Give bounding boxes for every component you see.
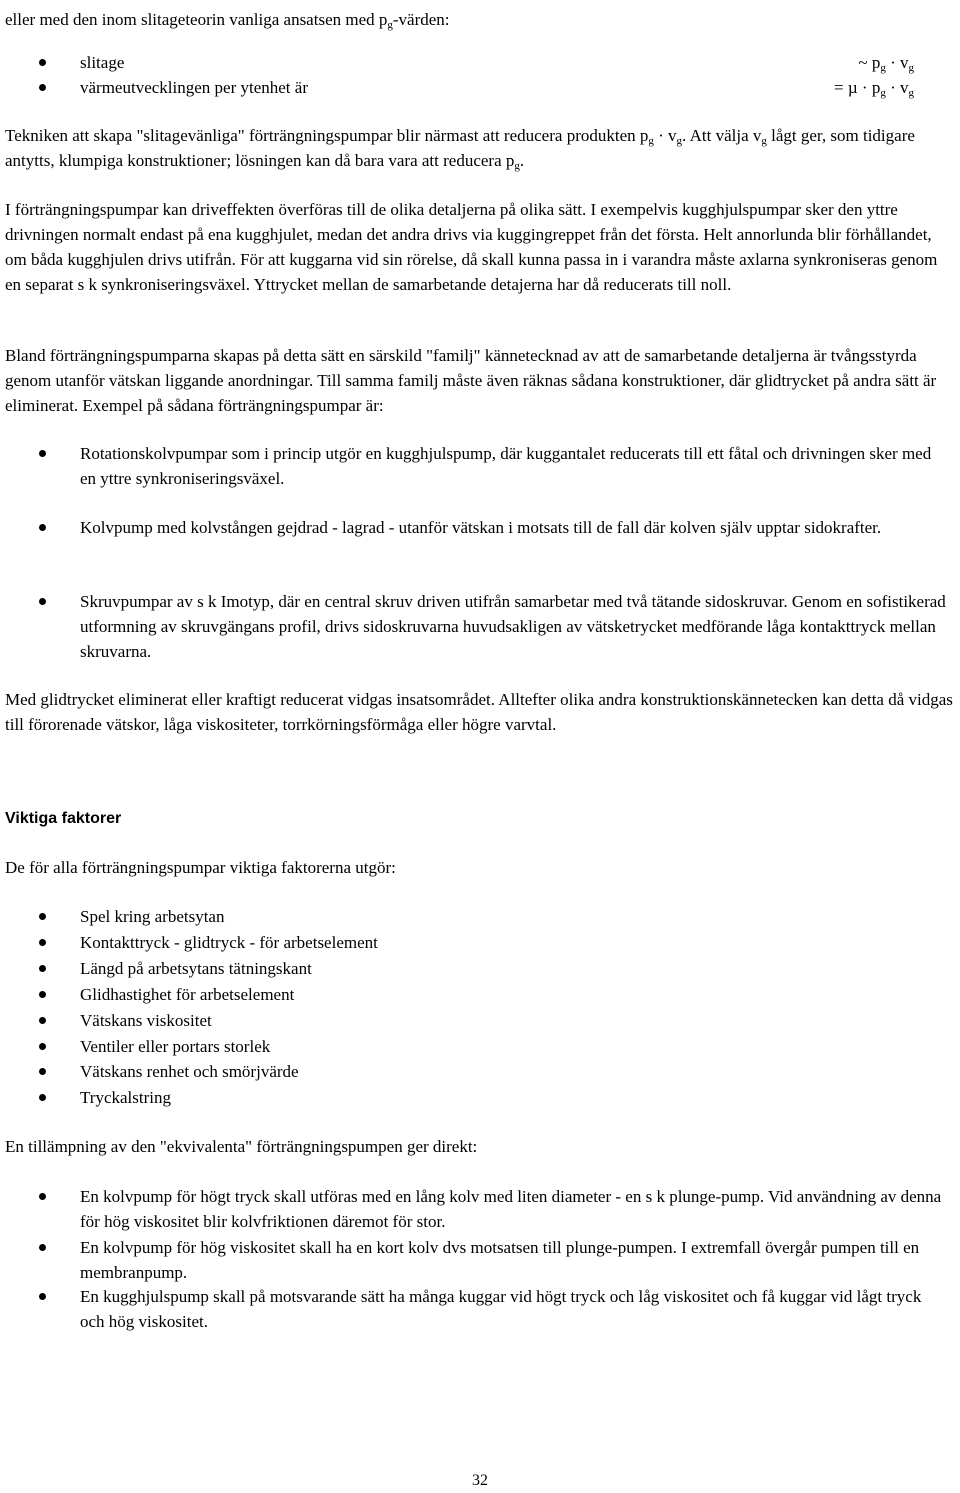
paragraph-6: En tillämpning av den "ekvivalenta" förträngningspumpen ger direkt: (5, 1137, 478, 1156)
paragraph-5: De för alla förträngningspumpar viktiga faktorerna utgör: (5, 858, 396, 877)
bullet-icon (39, 1068, 46, 1075)
list-item-text: Kolvpump med kolvstången gejdrad - lagrad - utanför vätskan i motsats till de fall där kolven själv upptar sidokrafter. (80, 518, 882, 537)
list-item-text: Tryckalstring (80, 1088, 171, 1107)
formula-expression: = $\mu \cdot p_g \cdot v_g$ (834, 78, 914, 99)
bullet-icon (39, 991, 46, 998)
page-number: 32 (472, 1472, 488, 1489)
formula-expression: ~ $p_g \cdot v_g$ (858, 53, 914, 74)
intro-text: eller med den inom slitageteorin vanliga ansatsen med p (5, 10, 388, 29)
formula-label: slitage (80, 53, 125, 72)
list-item-text: En kolvpump för hög viskositet skall ha en kort kolv dvs motsatsen till plunge-pumpen. I extremfall övergår pumpen till en membranpump. (80, 1238, 920, 1282)
bullet-icon (39, 965, 46, 972)
intro-text-end: -värden: (392, 10, 450, 29)
paragraph-3: Bland förträngningspumparna skapas på detta sätt en särskild "familj" kännetecknad av att de samarbetande detaljerna är tvångsstyrda genom utanför vätskan liggande anordningar. Till samma familj måste även räknas sådana konstruktioner, där glidtrycket på andra sätt är eliminerat. Exempel på sådana förträngningspumpar är: (5, 346, 937, 415)
list-item-text: Vätskans renhet och smörjvärde (80, 1062, 299, 1081)
bullet-icon (39, 1094, 46, 1101)
paragraph-1: Tekniken att skapa "slitagevänliga" förträngningspumpar blir närmast att reducera produkten $p_g \cdot v_g$. Att välja $v_g$ lågt ger, som tidigare antytts, klumpiga konstruktioner; lösningen kan då bara vara att reducera $p_g$. (5, 126, 915, 172)
bullet-icon (39, 939, 46, 946)
list-item-text: Ventiler eller portars storlek (80, 1037, 271, 1056)
bullet-icon (39, 84, 46, 91)
bullet-icon (39, 1293, 46, 1300)
bullet-icon (39, 598, 46, 605)
list-item-text: En kugghjulspump skall på motsvarande sätt ha många kuggar vid högt tryck och låg viskositet och få kuggar vid lågt tryck och hög viskositet. (80, 1287, 922, 1331)
list-item-text: Skruvpumpar av s k Imotyp, där en central skruv driven utifrån samarbetar med två tätande sidoskruvar. Genom en sofistikerad utformning av skruvgängans profil, drivs sidoskruvarna huvudsakligen av vätsketrycket medförande låga kontakttryck mellan skruvarna. (80, 592, 946, 661)
paragraph-2: I förträngningspumpar kan driveffekten överföras till de olika detaljerna på olika sätt. I exempelvis kugghjulspumpar sker den yttre drivningen normalt endast på ena kugghjulet, medan det andra drivs via kuggingreppet från det första. Helt annorlunda blir förhållandet, om båda kugghjulen drivs utifrån. För att kuggarna vid sin rörelse, då skall kunna passa in i varandra måste axlarna synkroniseras genom en separat s k synkroniseringsväxel. Yttrycket mellan de samarbetande detajerna har då reducerats till noll. (5, 200, 938, 294)
bullet-icon (39, 450, 46, 457)
list-item-text: Vätskans viskositet (80, 1011, 212, 1030)
bullet-icon (39, 1244, 46, 1251)
bullet-icon (39, 524, 46, 531)
section-heading: Viktiga faktorer (5, 810, 122, 827)
bullet-icon (39, 1043, 46, 1050)
formula-item (0, 50, 950, 75)
intro-line (5, 7, 955, 32)
list-item-text: Glidhastighet för arbetselement (80, 985, 295, 1004)
list-item-text: En kolvpump för högt tryck skall utföras med en lång kolv med liten diameter - en s k plunge-pump. Vid användning av denna för hög viskositet blir kolvfriktionen däremot för stor. (80, 1187, 942, 1231)
list-item-text: Rotationskolvpumpar som i princip utgör en kugghjulspump, där kuggantalet reducerats till ett fåtal och drivningen sker med en yttre synkroniseringsväxel. (80, 444, 932, 488)
paragraph-4: Med glidtrycket eliminerat eller kraftigt reducerat vidgas insatsområdet. Alltefter olika andra konstruktionskännetecken kan detta då vidgas till förorenade vätskor, låga viskositeter, torrkörningsförmåga eller högre varvtal. (5, 690, 953, 734)
list-item-text: Spel kring arbetsytan (80, 907, 225, 926)
formula-item (0, 75, 950, 100)
bullet-icon (39, 1193, 46, 1200)
list-item-text: Längd på arbetsytans tätningskant (80, 959, 312, 978)
formula-label: värmeutvecklingen per ytenhet är (80, 78, 308, 97)
bullet-icon (39, 1017, 46, 1024)
list-item-text: Kontakttryck - glidtryck - för arbetselement (80, 933, 378, 952)
bullet-icon (39, 59, 46, 66)
intro-sub: g (387, 19, 393, 31)
bullet-icon (39, 913, 46, 920)
